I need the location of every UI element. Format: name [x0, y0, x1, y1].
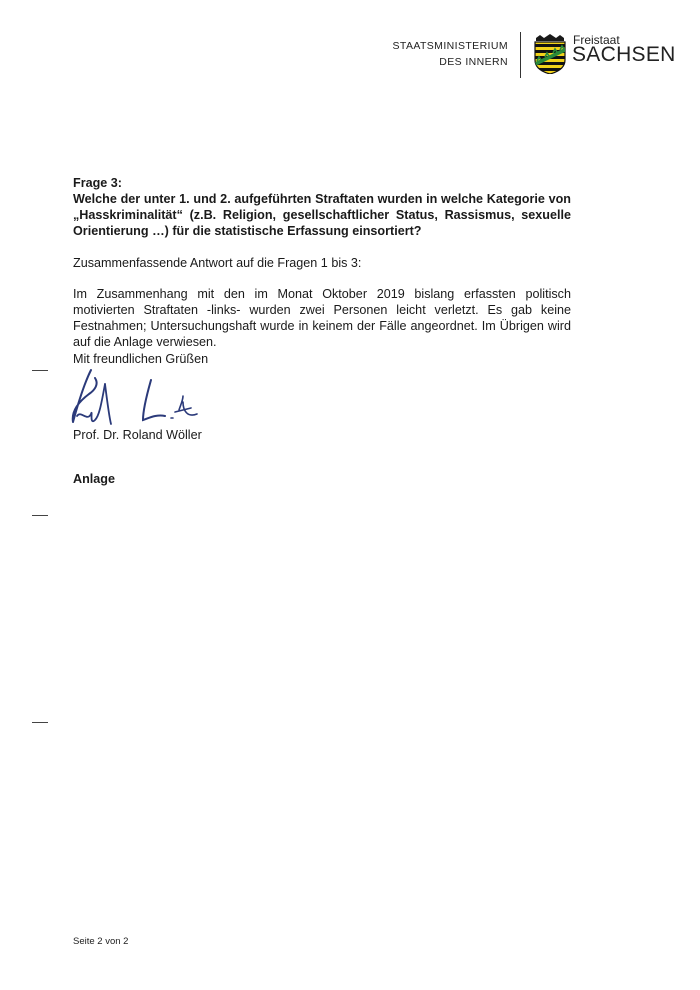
answer-text: Im Zusammenhang mit den im Monat Oktober 2019 bislang erfassten politisch motivierten Straftaten -links- wurden zwei Personen leicht verletzt. Es gab keine Festnahmen; Untersuchungshaft wurde in keinem der Fälle angeordnet. Im Übrigen wird auf die Anlage verwiesen. [73, 287, 571, 349]
ministry-line-2: DES INNERN [439, 56, 508, 68]
signer-name: Prof. Dr. Roland Wöller [73, 428, 202, 442]
signature-block [73, 352, 373, 452]
state-prefix: Freistaat [573, 33, 620, 47]
header-divider [520, 32, 521, 78]
ministry-name [393, 38, 509, 70]
ministry-line-1: STAATSMINISTERIUM [392, 40, 508, 52]
saxony-coat-of-arms-icon [533, 34, 567, 74]
attachment-label: Anlage [73, 472, 115, 486]
state-name: SACHSEN [572, 43, 676, 66]
letter-body [73, 175, 571, 350]
closing-greeting: Mit freundlichen Grüßen [73, 352, 209, 366]
question-label: Frage 3: [73, 176, 122, 190]
question-text: Welche der unter 1. und 2. aufgeführten Straftaten wurden in welche Kategorie von „Hasskriminalität“ (z.B. Religion, gesellschaftlicher Status, Rassismus, sexuelle Orientierung …) für die statistische Erfassung einsortiert? [73, 192, 571, 238]
fold-mark-1 [32, 370, 48, 371]
fold-mark-3 [32, 722, 48, 723]
fold-mark-2 [32, 515, 48, 516]
answer-intro: Zusammenfassende Antwort auf die Fragen 1 bis 3: [73, 256, 362, 270]
page-number: Seite 2 von 2 [73, 936, 129, 947]
